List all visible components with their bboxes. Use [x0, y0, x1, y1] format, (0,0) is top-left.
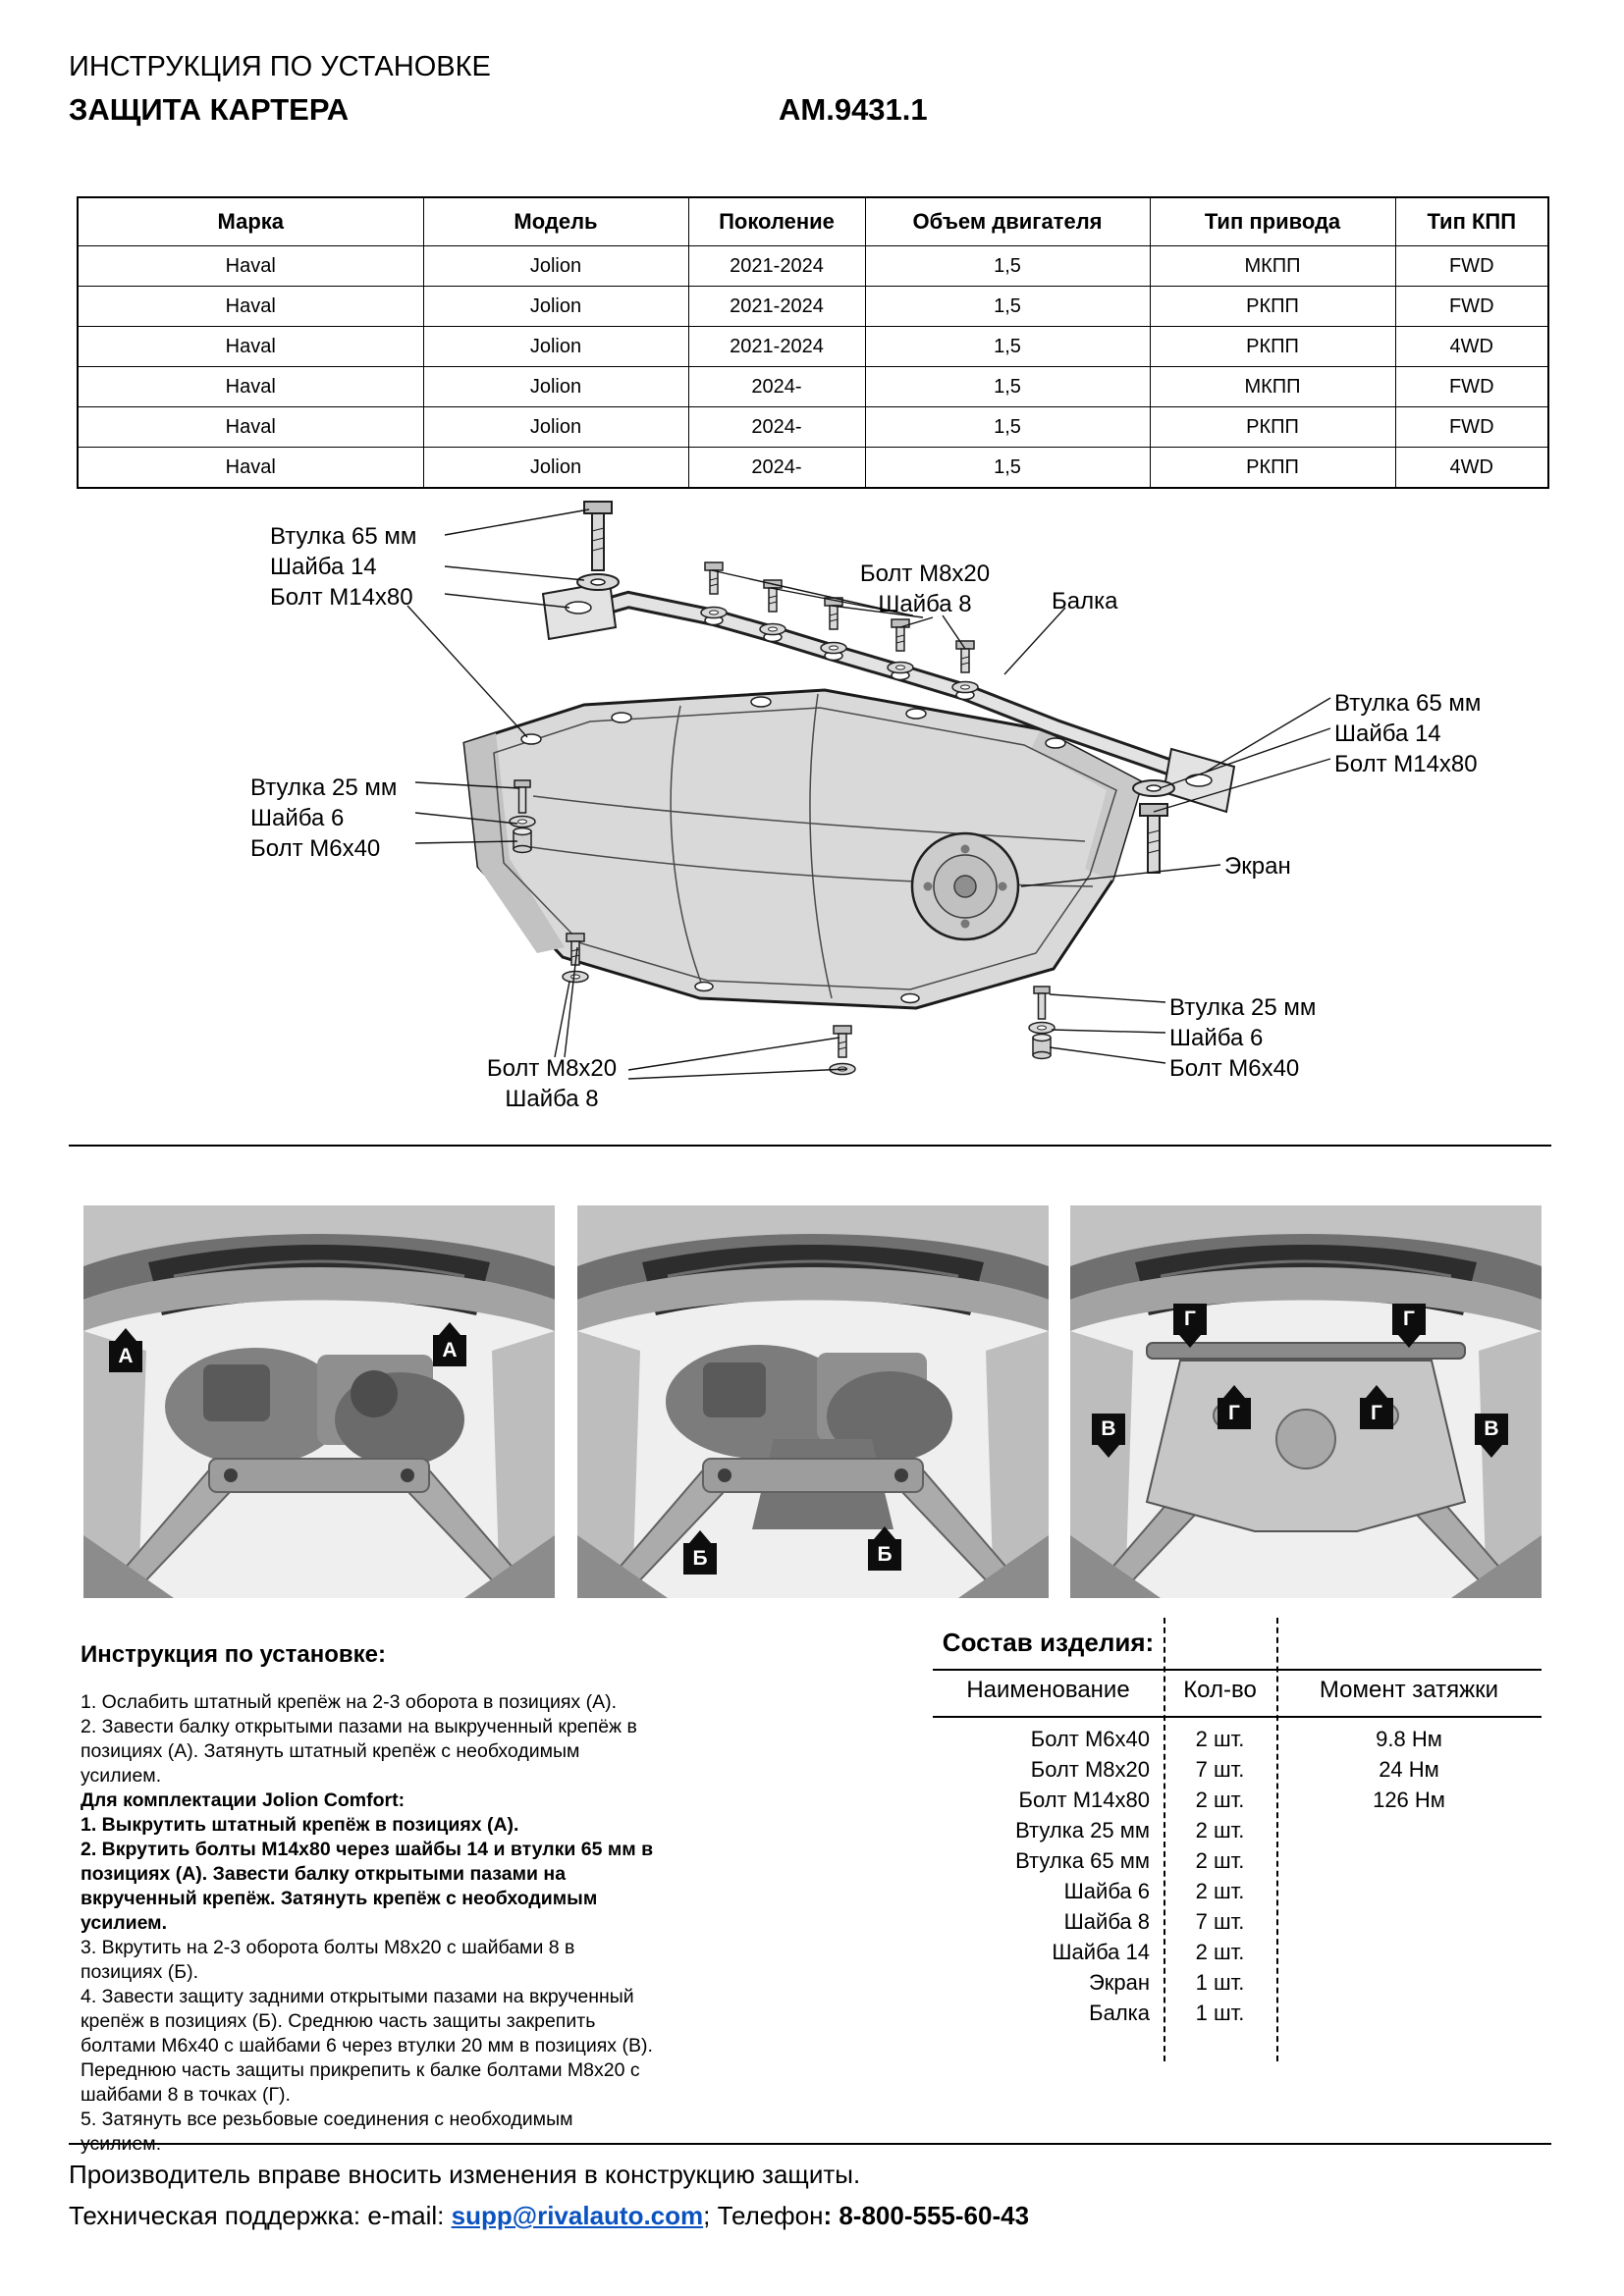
part-qty: 2 шт.	[1195, 1847, 1245, 1873]
label-line: Шайба 6	[250, 805, 345, 831]
label-line: Болт М8х20	[859, 561, 991, 587]
label-line: Шайба 14	[270, 554, 377, 580]
fitment-cell: 2024-	[688, 407, 865, 448]
fitment-col-header: Модель	[423, 197, 688, 246]
fitment-cell: МКПП	[1150, 246, 1395, 287]
manufacturer-disclaimer: Производитель вправе вносить изменения в конструкцию защиты.	[69, 2160, 861, 2189]
fitment-cell: 1,5	[865, 367, 1150, 407]
fitment-col-header: Поколение	[688, 197, 865, 246]
list-item	[933, 1785, 1542, 1815]
label-fastener-top-center	[841, 559, 1008, 619]
fitment-cell: 1,5	[865, 407, 1150, 448]
fitment-cell: FWD	[1395, 287, 1548, 327]
fitment-cell: РКПП	[1150, 448, 1395, 489]
part-qty: 2 шт.	[1195, 1787, 1245, 1812]
label-line: Шайба 14	[1334, 721, 1441, 747]
parts-list-rule	[933, 1669, 1542, 1671]
part-qty: 2 шт.	[1195, 1939, 1245, 1964]
label-line: Болт М6х40	[250, 835, 381, 862]
instruction-step: 1. Ослабить штатный крепёж на 2-3 оборота в позициях (А).	[81, 1691, 617, 1713]
fitment-cell: Haval	[78, 287, 423, 327]
part-name: Болт М14х80	[1018, 1787, 1150, 1812]
part-qty: 2 шт.	[1195, 1817, 1245, 1842]
part-qty: 7 шт.	[1195, 1908, 1245, 1934]
instruction-step: 1. Выкрутить штатный крепёж в позициях (А).	[81, 1814, 519, 1836]
list-item	[933, 1845, 1542, 1876]
fitment-cell: РКПП	[1150, 287, 1395, 327]
label-line: Втулка 25 мм	[250, 774, 398, 801]
support-email-link[interactable]: supp@rivalauto.com	[451, 2201, 704, 2230]
part-torque: 9.8 Нм	[1376, 1726, 1442, 1751]
fitment-cell: Haval	[78, 448, 423, 489]
fitment-cell: Jolion	[423, 246, 688, 287]
parts-list	[933, 1622, 1542, 2065]
fitment-cell: FWD	[1395, 407, 1548, 448]
part-name: Втулка 25 мм	[1015, 1817, 1150, 1842]
parts-col-header: Кол-во	[1183, 1677, 1257, 1703]
instruction-step: 3. Вкрутить на 2-3 оборота болты М8х20 с шайбами 8 в позициях (Б).	[81, 1937, 575, 1983]
table-row	[78, 327, 1548, 367]
label-line: Втулка 25 мм	[1169, 994, 1317, 1021]
part-qty: 2 шт.	[1195, 1878, 1245, 1903]
fitment-col-header: Тип привода	[1150, 197, 1395, 246]
fitment-cell: 2021-2024	[688, 287, 865, 327]
label-line: Болт М14х80	[1334, 751, 1478, 777]
list-item	[933, 1754, 1542, 1785]
fitment-cell: 1,5	[865, 327, 1150, 367]
fitment-cell: 2024-	[688, 367, 865, 407]
part-name: Втулка 65 мм	[1015, 1847, 1150, 1873]
fitment-cell: РКПП	[1150, 407, 1395, 448]
support-separator: ; Телефон	[703, 2201, 824, 2230]
instruction-step: 2. Вкрутить болты М14х80 через шайбы 14 и втулки 65 мм в позициях (А). Завести балку открытыми пазами на вкрученный крепёж. Затянуть крепёж с необходимым усилием.	[81, 1839, 654, 1934]
fitment-cell: 2024-	[688, 448, 865, 489]
label-fastener-right	[1334, 688, 1481, 779]
heat-shield	[912, 833, 1018, 939]
part-name: Шайба 14	[1052, 1939, 1150, 1964]
fitment-cell: Jolion	[423, 367, 688, 407]
instruction-step: 4. Завести защиту задними открытыми пазами на вкрученный крепёж в позициях (Б). Среднюю часть защиты закрепить болтами М6х40 с шайбами 6 через втулки 20 мм в позициях (В). Переднюю часть защиты прикрепить к балке болтами М8х20 с шайбами 8 в точках (Г).	[81, 1986, 653, 2106]
fitment-cell: Jolion	[423, 448, 688, 489]
part-qty: 1 шт.	[1195, 1969, 1245, 1995]
skid-plate	[464, 690, 1142, 1008]
page-title: ЗАЩИТА КАРТЕРА	[69, 92, 350, 127]
fitment-cell: РКПП	[1150, 327, 1395, 367]
label-fastener-bottom-center	[459, 1053, 645, 1114]
underbody-photo-drawing	[1070, 1205, 1542, 1598]
fitment-cell: МКПП	[1150, 367, 1395, 407]
instruction-step: Для комплектации Jolion Comfort:	[81, 1789, 406, 1811]
label-line: Шайба 6	[1169, 1025, 1264, 1051]
label-line: Шайба 8	[878, 591, 972, 617]
footer-rule	[69, 2143, 1551, 2145]
support-line	[69, 2201, 1029, 2231]
fitment-cell: 2021-2024	[688, 327, 865, 367]
fitment-cell: 4WD	[1395, 448, 1548, 489]
part-qty: 7 шт.	[1195, 1756, 1245, 1782]
position-marker-b: Б	[868, 1539, 901, 1571]
part-name: Шайба 8	[1063, 1908, 1150, 1934]
table-row	[78, 367, 1548, 407]
fitment-cell: 1,5	[865, 287, 1150, 327]
instruction-step: 5. Затянуть все резьбовые соединения с необходимым усилием.	[81, 2109, 573, 2155]
parts-list-heading: Состав изделия:	[942, 1628, 1155, 1657]
doc-type-heading: ИНСТРУКЦИЯ ПО УСТАНОВКЕ	[69, 51, 491, 82]
table-row	[78, 287, 1548, 327]
instructions-heading: Инструкция по установке:	[81, 1641, 387, 1668]
label-line: Втулка 65 мм	[270, 523, 417, 550]
underbody-photo-drawing	[577, 1205, 1049, 1598]
list-item	[933, 1937, 1542, 1967]
part-name: Болт М6х40	[1030, 1726, 1150, 1751]
position-marker-a: А	[109, 1341, 142, 1372]
part-qty: 1 шт.	[1195, 2000, 1245, 2025]
list-item	[933, 1906, 1542, 1937]
fitment-table	[77, 196, 1549, 489]
position-marker-g: Г	[1360, 1398, 1393, 1429]
position-marker-g: Г	[1173, 1304, 1207, 1335]
label-fastener-left	[250, 773, 397, 864]
position-marker-v: В	[1475, 1414, 1508, 1445]
parts-rows	[933, 1724, 1542, 2028]
list-item	[933, 1967, 1542, 1998]
fitment-cell: Jolion	[423, 407, 688, 448]
position-marker-b: Б	[683, 1543, 717, 1575]
support-prefix: Техническая поддержка: e-mail:	[69, 2201, 452, 2230]
part-name: Шайба 6	[1063, 1878, 1150, 1903]
label-fastener-top-left	[270, 521, 416, 613]
list-item	[933, 1815, 1542, 1845]
label-line: Болт М8х20	[486, 1055, 618, 1082]
parts-col-header: Наименование	[966, 1677, 1130, 1703]
instruction-step: 2. Завести балку открытыми пазами на выкрученный крепёж в позициях (А). Затянуть штатный крепёж с необходимым усилием.	[81, 1716, 637, 1787]
part-name: Болт М8х20	[1030, 1756, 1150, 1782]
fitment-cell: Haval	[78, 327, 423, 367]
position-marker-v: В	[1092, 1414, 1125, 1445]
part-number: АМ.9431.1	[779, 92, 928, 127]
fitment-cell: Haval	[78, 407, 423, 448]
part-torque: 126 Нм	[1373, 1787, 1445, 1812]
position-marker-g: Г	[1218, 1398, 1251, 1429]
table-row	[78, 407, 1548, 448]
fitment-col-header: Объем двигателя	[865, 197, 1150, 246]
table-row	[78, 448, 1548, 489]
fitment-cell: Jolion	[423, 327, 688, 367]
fitment-col-header: Марка	[78, 197, 423, 246]
underbody-photo-positions-a	[83, 1205, 555, 1598]
fitment-cell: 1,5	[865, 246, 1150, 287]
list-item	[933, 1876, 1542, 1906]
list-item	[933, 1998, 1542, 2028]
fitment-col-header: Тип КПП	[1395, 197, 1548, 246]
list-item	[933, 1724, 1542, 1754]
parts-col-header: Момент затяжки	[1319, 1677, 1499, 1703]
underbody-photo-drawing	[83, 1205, 555, 1598]
support-phone: : 8-800-555-60-43	[823, 2201, 1030, 2230]
label-fastener-bottom-right	[1169, 992, 1316, 1084]
fitment-cell: FWD	[1395, 246, 1548, 287]
label-line: Болт М14х80	[270, 584, 413, 611]
table-row	[78, 246, 1548, 287]
fitment-cell: Jolion	[423, 287, 688, 327]
part-qty: 2 шт.	[1195, 1726, 1245, 1751]
underbody-photo-positions-b	[577, 1205, 1049, 1598]
fitment-cell: Haval	[78, 367, 423, 407]
fitment-cell: 4WD	[1395, 327, 1548, 367]
part-name: Балка	[1089, 2000, 1150, 2025]
label-line: Втулка 65 мм	[1334, 690, 1482, 717]
position-marker-a: А	[433, 1335, 466, 1366]
part-torque: 24 Нм	[1379, 1756, 1439, 1782]
label-line: Шайба 8	[505, 1086, 599, 1112]
installation-instructions	[81, 1641, 655, 2157]
fitment-header-row	[78, 197, 1548, 246]
parts-list-rule	[933, 1716, 1542, 1718]
section-divider	[69, 1145, 1551, 1147]
label-line: Болт М6х40	[1169, 1055, 1300, 1082]
fitment-cell: FWD	[1395, 367, 1548, 407]
exploded-diagram	[74, 496, 1546, 1134]
fitment-cell: Haval	[78, 246, 423, 287]
fitment-cell: 1,5	[865, 448, 1150, 489]
part-name: Экран	[1088, 1969, 1150, 1995]
label-beam: Балка	[1052, 588, 1118, 614]
position-marker-g: Г	[1392, 1304, 1426, 1335]
fitment-cell: 2021-2024	[688, 246, 865, 287]
underbody-photo-positions-v-g	[1070, 1205, 1542, 1598]
label-screen: Экран	[1224, 853, 1291, 880]
